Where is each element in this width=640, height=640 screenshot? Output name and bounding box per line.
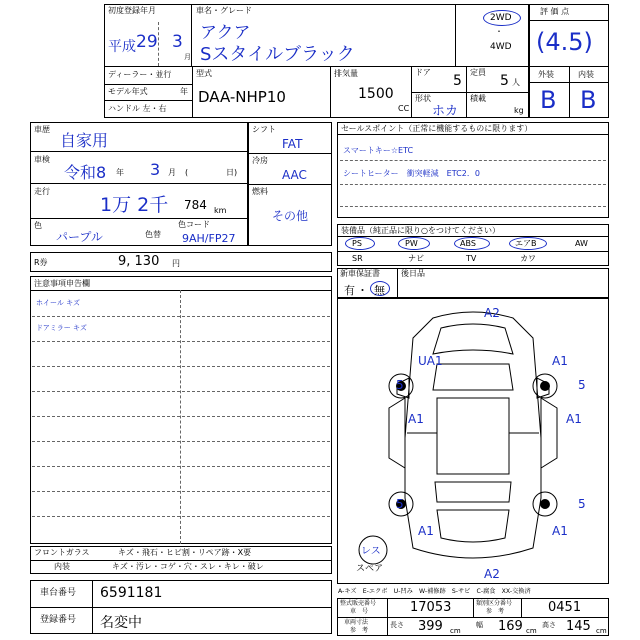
diagram-legend: A-キズ E-エクボ U-凹み W-補修跡 S-サビ C-腐食 XX-交換済 (338, 588, 531, 595)
inspection-label: 車検 (34, 155, 50, 164)
usage-label: 車歴 (34, 125, 50, 134)
footer-serial-sub1: 車 号 (350, 608, 369, 615)
mileage-label: 走行 (34, 187, 50, 196)
ac-value: AAC (282, 168, 307, 182)
reg-year: 29 (136, 32, 158, 52)
notes-header: 注意事項申告欄 (34, 279, 90, 288)
weight-label: 積載 (470, 94, 486, 103)
sales-line2: シートヒーター 衝突軽減 ETC2．0 (343, 169, 480, 178)
first-reg-label: 初度登録年月 (108, 6, 156, 15)
inspection-era: 令和8 (64, 163, 107, 182)
cc-unit: CC (398, 104, 410, 113)
inspection-day-open: ( (185, 168, 189, 177)
front-glass-label: フロントガラス (34, 548, 90, 557)
shape-label: 形状 (415, 94, 431, 103)
handle-label: ハンドル 左・右 (108, 104, 167, 113)
door-count: 5 (453, 73, 462, 89)
diag-right-front-door: A1 (566, 412, 582, 426)
footer-dim-sub: 参 考 (350, 627, 369, 634)
footer-serial-label2: 類別区分番号 (476, 600, 513, 607)
inspection-day-close: 日) (226, 168, 238, 177)
diag-top: A2 (484, 306, 500, 320)
shift-label: シフト (252, 125, 276, 134)
footer-width-label: 幅 (476, 621, 483, 629)
footer-height-value: 145 (566, 619, 591, 634)
diag-spare-label: スペア (356, 564, 384, 574)
exterior-score: B (540, 86, 557, 114)
plate-label: 登録番号 (40, 615, 77, 625)
eq-abs: ABS (460, 239, 476, 248)
color-replace-label: 色替 (145, 230, 161, 239)
mileage-main: 1万 2千 (100, 194, 169, 216)
recycle-unit: 円 (172, 259, 180, 268)
sales-line1: スマートキー☆ETC (343, 146, 414, 155)
model-year-label: モデル年式 (108, 87, 148, 96)
inspection-month: 3 (150, 160, 161, 179)
footer-height-label: 高さ (542, 621, 556, 629)
mileage-unit: km (214, 206, 227, 215)
footer-width-unit: cm (526, 627, 537, 635)
mileage-sub: 784 (184, 198, 207, 212)
eq-pw: PW (405, 239, 418, 248)
fuel-value: その他 (272, 209, 309, 223)
score-label: 評 価 点 (540, 7, 570, 16)
drive-2wd: 2WD (490, 13, 512, 23)
interior-label: 内装 (578, 70, 594, 79)
footer-dim-label: 車両寸法 (344, 619, 369, 626)
color-code-label: 色コード (178, 220, 210, 229)
footer-len-unit: cm (450, 627, 461, 635)
shape-value: ホカ (432, 104, 459, 119)
interior-cond-label: 内装 (54, 562, 70, 571)
color-code-value: 9AH/FP27 (182, 232, 236, 245)
interior-score: B (580, 86, 597, 114)
diag-ua1: UA1 (418, 354, 443, 368)
drive-4wd: 4WD (490, 42, 512, 52)
footer-serial-sub2: 参 考 (486, 608, 505, 615)
reg-month: 3 (172, 32, 183, 52)
color-label: 色 (34, 221, 42, 230)
reg-month-unit: 月 (184, 53, 191, 61)
eq-leather: カワ (520, 254, 536, 263)
plate-number: 名変中 (100, 615, 142, 631)
diag-wheel-rf: 5 (578, 378, 586, 392)
footer-serial-value2: 0451 (548, 600, 582, 615)
car-grade: Sスタイルブラック (200, 44, 355, 65)
sales-header: セールスポイント（正常に機能するものに限ります） (341, 124, 533, 133)
eq-navi: ナビ (408, 254, 424, 263)
later-items-label: 後日品 (401, 269, 425, 278)
diag-wheel-lf: 5 (396, 378, 404, 392)
equipment-header: 装備品（純正品に限り○をつけてください） (341, 226, 500, 235)
footer-height-unit: cm (596, 627, 607, 635)
displacement-value: 1500 (358, 86, 394, 102)
capacity-label: 定員 (470, 68, 486, 77)
recycle-label: R券 (34, 258, 48, 267)
chassis-label: 車台番号 (40, 588, 77, 598)
diag-right-front-fender: A1 (552, 354, 568, 368)
recycle-box (30, 252, 332, 272)
capacity-unit: 人 (512, 78, 520, 87)
diag-spare-circle: レス (361, 546, 381, 557)
model-label: 型式 (196, 69, 212, 78)
usage-value: 自家用 (60, 131, 109, 150)
eq-ps: PS (352, 239, 362, 248)
front-glass-values: キズ・飛石・ヒビ割・リペア跡・X要 (118, 548, 252, 557)
diag-right-rear-fender: A1 (552, 524, 568, 538)
interior-cond-values: キズ・汚レ・コゲ・穴・スレ・キレ・破レ (112, 562, 264, 571)
warranty-absence: 無 (374, 284, 385, 297)
weight-unit: kg (514, 106, 524, 115)
footer-width-value: 169 (498, 619, 523, 634)
footer-len-value: 399 (418, 619, 443, 634)
eq-aw: AW (575, 239, 588, 248)
warranty-presence: 有 (344, 284, 355, 297)
eq-tv: TV (466, 254, 477, 263)
inspection-year-unit: 年 (116, 168, 124, 177)
diag-wheel-rr: 5 (578, 497, 586, 511)
drive-dot: ・ (495, 27, 503, 36)
dealer-label: ディーラー・並行 (108, 70, 172, 79)
color-value: パープル (56, 230, 103, 244)
fuel-label: 燃料 (252, 187, 268, 196)
warranty-dot: ・ (357, 284, 368, 297)
footer-serial-label1: 整式販売番号 (340, 600, 377, 607)
ac-label: 冷房 (252, 156, 268, 165)
exterior-label: 外装 (538, 70, 554, 79)
model-code: DAA-NHP10 (198, 88, 286, 106)
score-value: (4.5) (536, 28, 593, 56)
diag-bottom: A2 (484, 567, 500, 581)
shift-value: FAT (282, 137, 303, 151)
footer-len-label: 長さ (390, 621, 404, 629)
warranty-label: 新車保証書 (340, 269, 380, 278)
inspection-month-unit: 月 (168, 168, 176, 177)
model-year-unit: 年 (180, 87, 188, 96)
recycle-value: 9, 130 (118, 254, 160, 269)
eq-airbag: エアB (515, 239, 537, 248)
chassis-number: 6591181 (100, 585, 163, 601)
reg-era: 平成 (108, 39, 136, 55)
notes-line1: ホイール キズ (36, 299, 80, 307)
footer-serial-value1: 17053 (410, 600, 452, 615)
diag-wheel-lr: 5 (396, 497, 404, 511)
capacity-value: 5 (500, 73, 509, 89)
diag-left-front-door: A1 (408, 412, 424, 426)
diag-left-rear-door: A1 (418, 524, 434, 538)
notes-line2: ドアミラー キズ (36, 324, 87, 332)
eq-sr: SR (352, 254, 363, 263)
car-name: アクア (200, 23, 251, 43)
door-label: ドア (415, 68, 431, 77)
car-name-label: 車名・グレード (196, 6, 252, 15)
displacement-label: 排気量 (334, 69, 358, 78)
